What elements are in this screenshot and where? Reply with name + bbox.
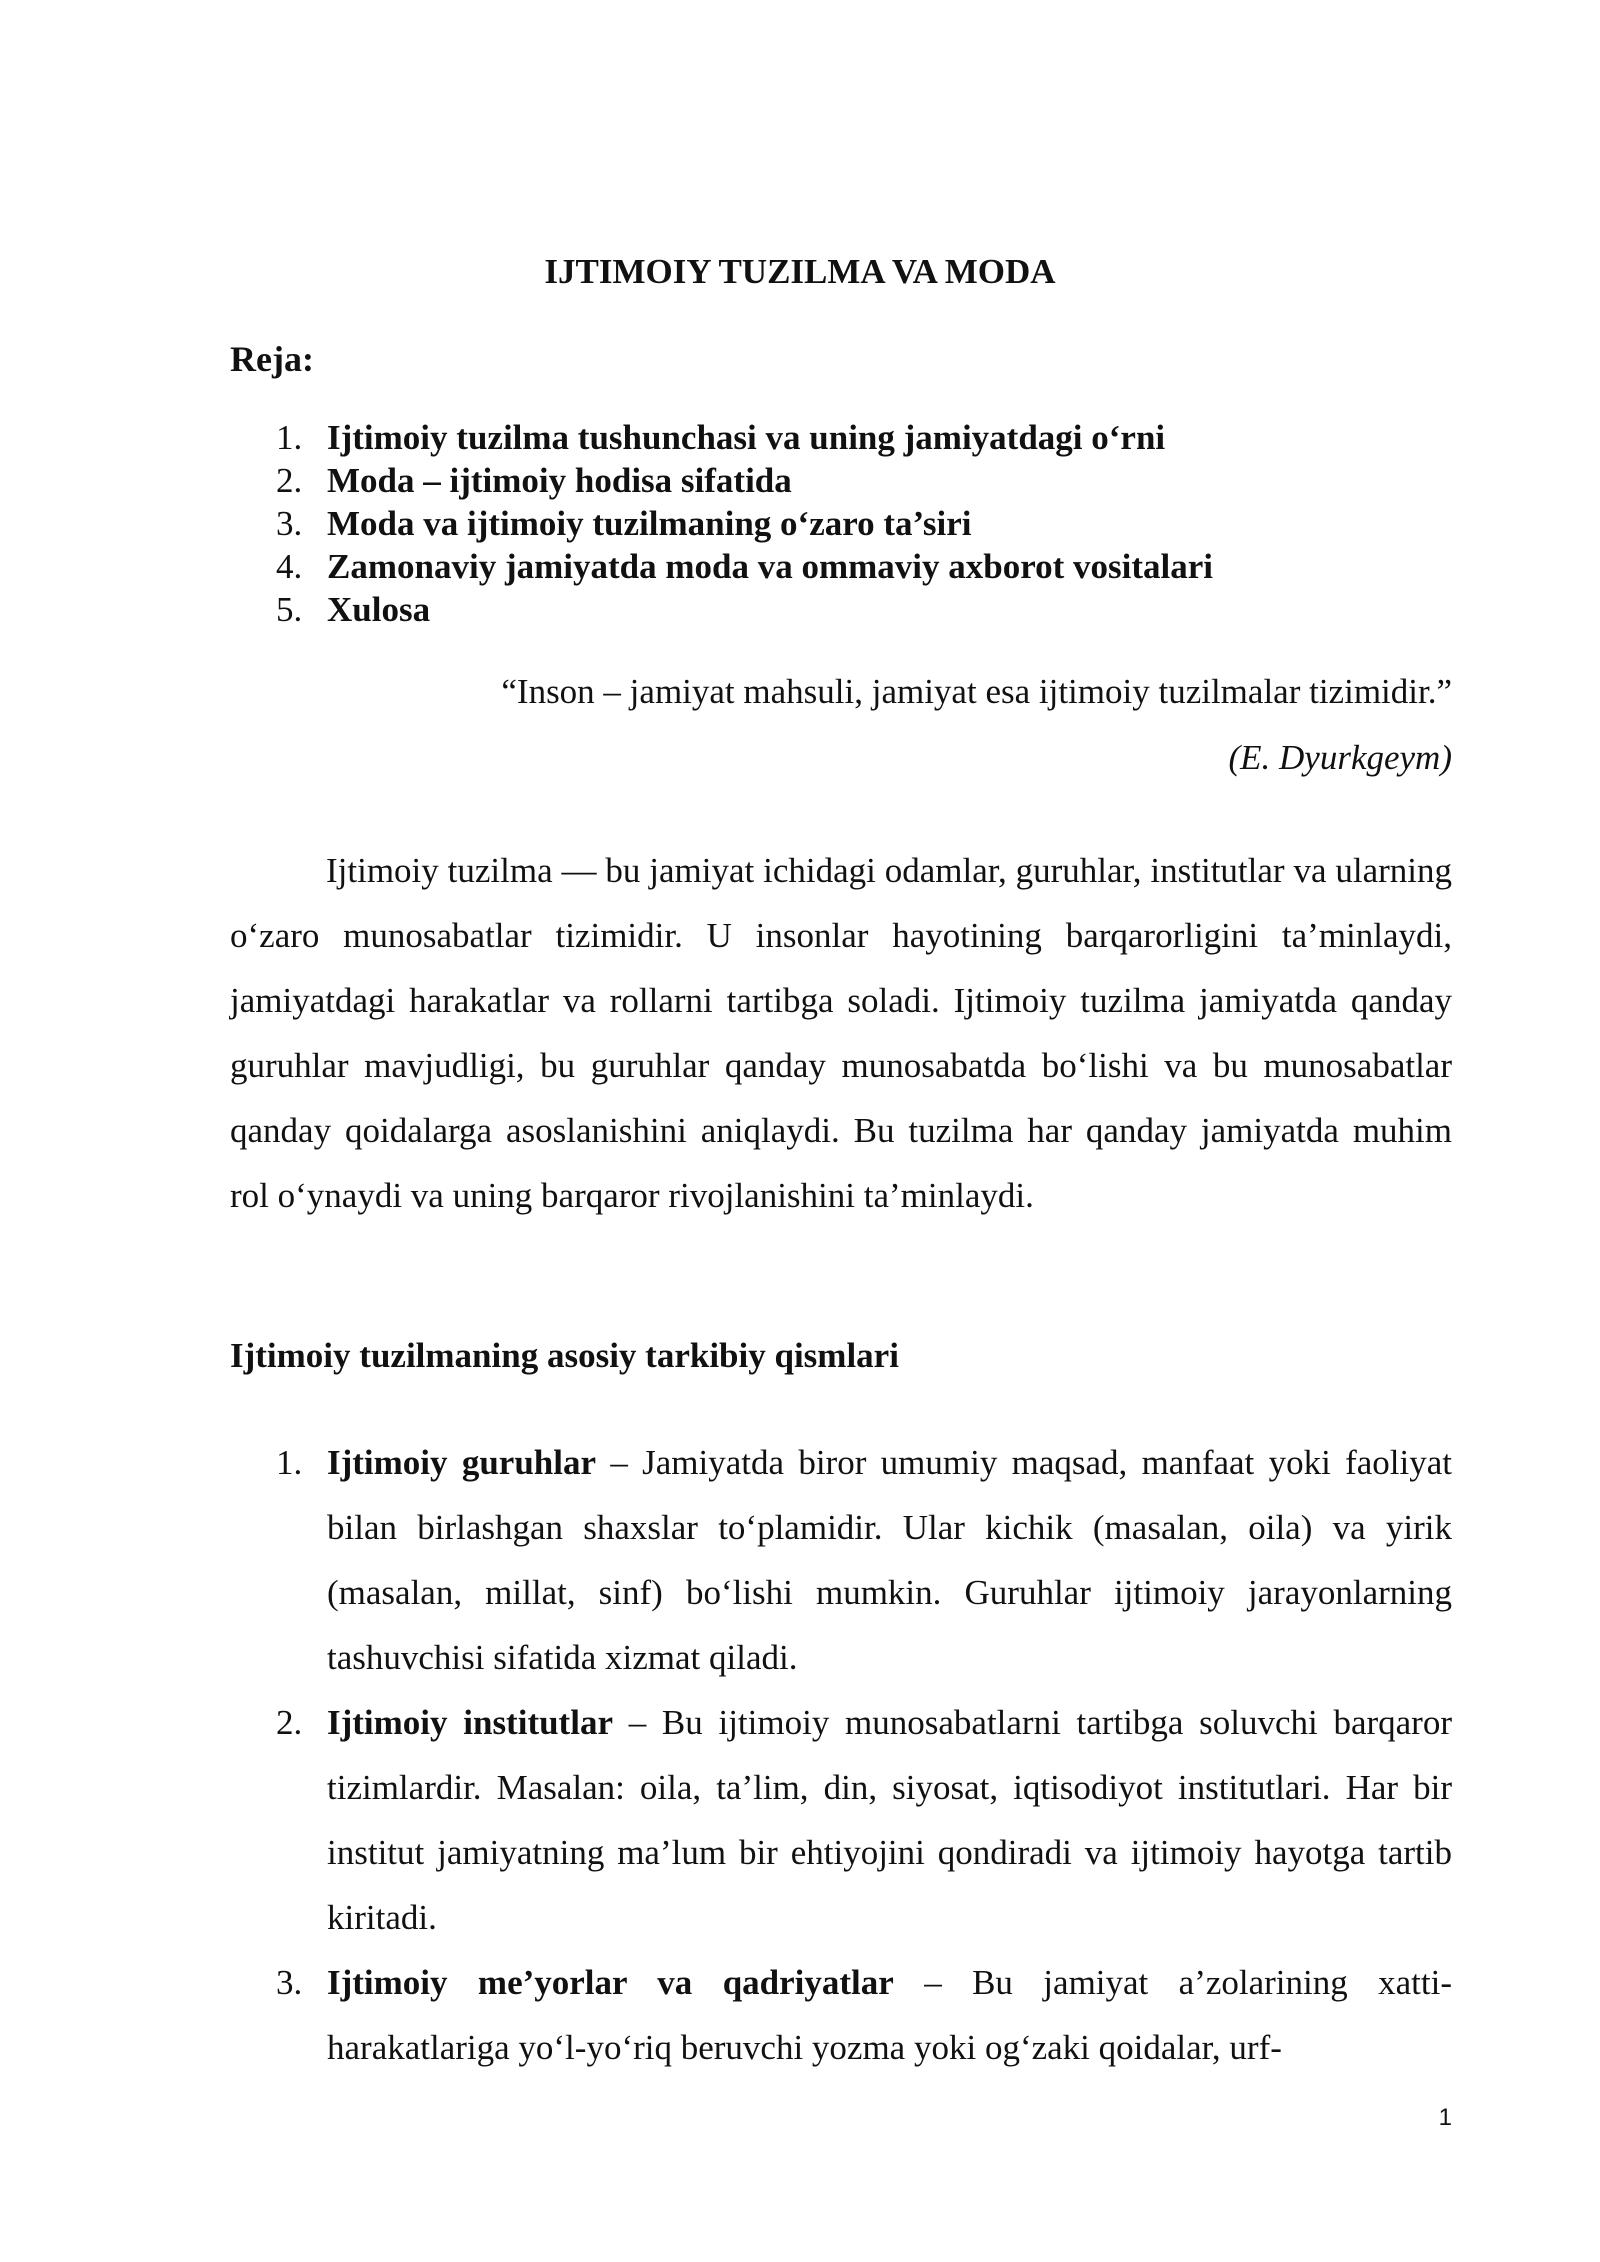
plan-item-number: 1. (276, 418, 303, 457)
component-item (0, 1430, 1600, 1690)
component-number: 2. (276, 1703, 303, 1742)
plan-item-text: Moda – ijtimoiy hodisa sifatida (327, 461, 792, 500)
component-text: – Jamiyatda biror umumiy maqsad, manfaat yoki faoliyat bilan birlashgan shaxslar to‘plamidir. Ular kichik (masalan, oila) va yirik (masalan, millat, sinf) bo‘lishi mumkin. Guruhlar ijtimoiy jarayonlarning tashuvchisi sifatida xizmat qiladi. (327, 1443, 1452, 1677)
component-term: Ijtimoiy me’yorlar va qadriyatlar (327, 1963, 894, 2002)
plan-item-number: 5. (276, 590, 303, 629)
plan-item (0, 547, 1600, 590)
component-term: Ijtimoiy guruhlar (327, 1443, 597, 1482)
document-title: IJTIMOIY TUZILMA VA MODA (544, 252, 1056, 291)
component-item (0, 1950, 1600, 2080)
component-term: Ijtimoiy institutlar (327, 1703, 613, 1742)
plan-item (0, 461, 1600, 504)
epigraph-author: (E. Dyurkgeym) (1228, 738, 1452, 777)
plan-item-text: Moda va ijtimoiy tuzilmaning o‘zaro ta’siri (327, 504, 972, 543)
plan-item-text: Ijtimoiy tuzilma tushunchasi va uning jamiyatdagi o‘rni (327, 418, 1166, 457)
intro-paragraph: Ijtimoiy tuzilma — bu jamiyat ichidagi odamlar, guruhlar, institutlar va ularning o‘zaro munosabatlar tizimidir. U insonlar hayotining barqarorligini ta’minlaydi, jamiyatdagi harakatlar va rollarni tartibga soladi. Ijtimoiy tuzilma jamiyatda qanday guruhlar mavjudligi, bu guruhlar qanday munosabatda bo‘lishi va bu munosabatlar qanday qoidalarga asoslanishini aniqlaydi. Bu tuzilma har qanday jamiyatda muhim rol o‘ynaydi va uning barqaror rivojlanishini ta’minlaydi. (230, 851, 1452, 1215)
component-body (327, 1690, 1452, 1950)
component-text: – Bu jamiyat a’zolarining xatti-harakatlariga yo‘l-yo‘riq beruvchi yozma yoki og‘zaki qoidalar, urf- (327, 1963, 1452, 2067)
component-text: – Bu ijtimoiy munosabatlarni tartibga soluvchi barqaror tizimlardir. Masalan: oila, ta’lim, din, siyosat, iqtisodiyot institutlari. Har bir institut jamiyatning ma’lum bir ehtiyojini qondiradi va ijtimoiy hayotga tartib kiritadi. (327, 1703, 1452, 1937)
component-item (0, 1690, 1600, 1950)
plan-item (0, 504, 1600, 547)
epigraph-quote: “Inson – jamiyat mahsuli, jamiyat esa ijtimoiy tuzilmalar tizimidir.” (501, 672, 1452, 711)
plan-item-text: Xulosa (327, 590, 431, 629)
plan-item (0, 590, 1600, 633)
component-body (327, 1950, 1452, 2080)
component-number: 1. (276, 1443, 303, 1482)
components-list (0, 1430, 1600, 2080)
component-number: 3. (276, 1963, 303, 2002)
plan-item-number: 3. (276, 504, 303, 543)
plan-item-number: 4. (276, 547, 303, 586)
component-body (327, 1430, 1452, 1690)
plan-item-text: Zamonaviy jamiyatda moda va ommaviy axborot vositalari (327, 547, 1214, 586)
page-number: 1 (1438, 2104, 1452, 2131)
plan-item (0, 418, 1600, 461)
plan-heading: Reja: (230, 339, 314, 379)
plan-list (0, 418, 1600, 633)
plan-item-number: 2. (276, 461, 303, 500)
section-heading: Ijtimoiy tuzilmaning asosiy tarkibiy qismlari (230, 1336, 899, 1375)
